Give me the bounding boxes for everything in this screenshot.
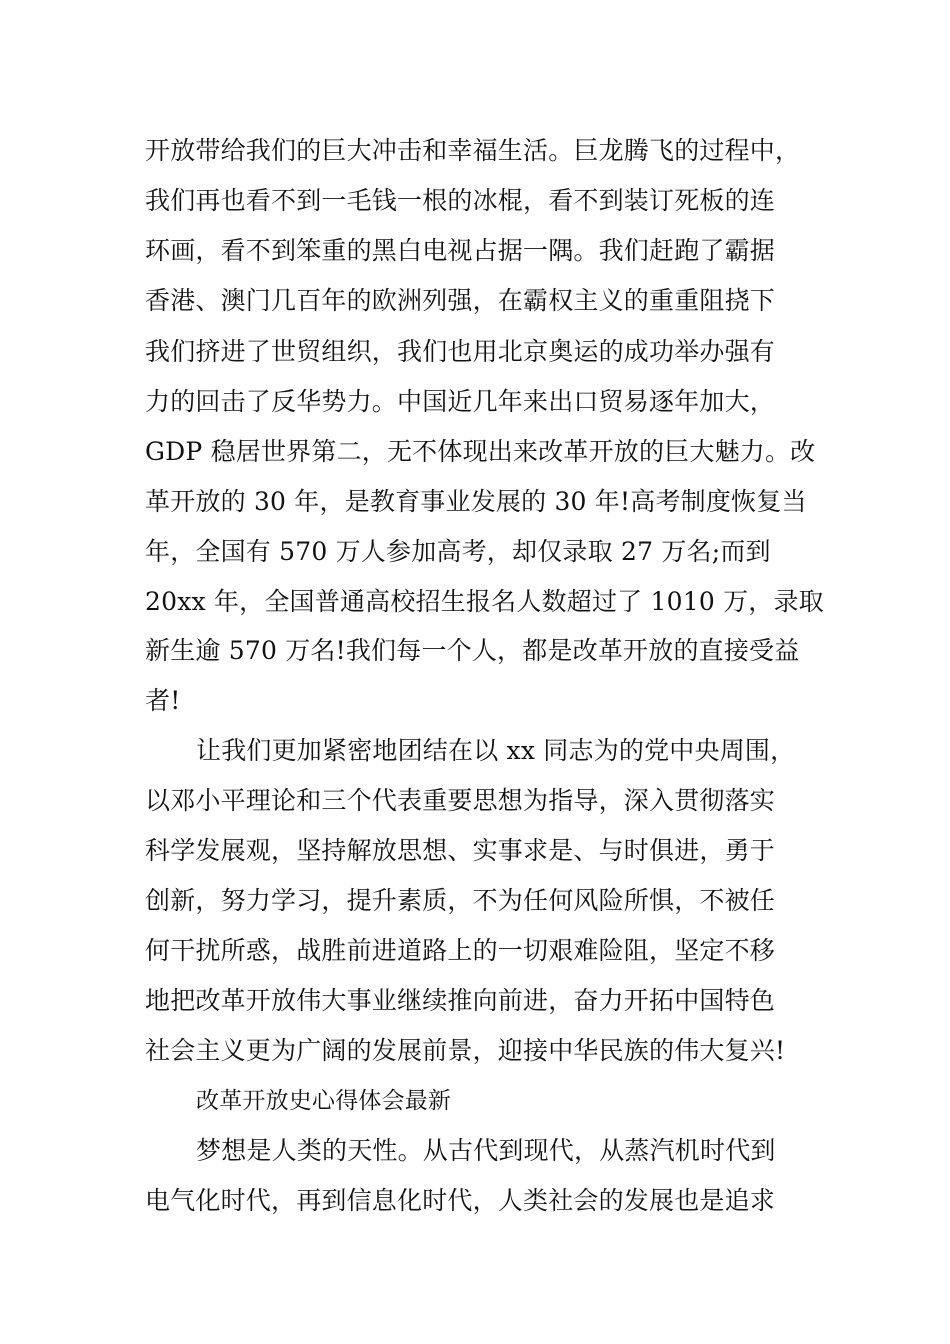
text-line: 梦想是人类的天性。从古代到现代，从蒸汽机时代到 bbox=[196, 1136, 776, 1165]
section-heading: 改革开放史心得体会最新 bbox=[196, 1088, 452, 1114]
text-line: 新生逾 570 万名!我们每一个人，都是改革开放的直接受益 bbox=[145, 636, 800, 665]
text-line: 电气化时代，再到信息化时代，人类社会的发展也是追求 bbox=[145, 1186, 776, 1215]
text-line: 我们再也看不到一毛钱一根的冰棍，看不到装订死板的连 bbox=[145, 186, 776, 215]
text-line: 地把改革开放伟大事业继续推向前进，奋力开拓中国特色 bbox=[145, 986, 776, 1015]
text-line: 者! bbox=[145, 686, 181, 715]
text-line: 20xx 年，全国普通高校招生报名人数超过了 1010 万，录取 bbox=[145, 587, 824, 616]
text-line: 年，全国有 570 万人参加高考，却仅录取 27 万名;而到 bbox=[145, 537, 771, 566]
text-line: 让我们更加紧密地团结在以 xx 同志为的党中央周围， bbox=[196, 736, 796, 765]
text-line: 社会主义更为广阔的发展前景，迎接中华民族的伟大复兴! bbox=[145, 1036, 786, 1065]
text-line: 科学发展观，坚持解放思想、实事求是、与时俱进，勇于 bbox=[145, 836, 776, 865]
text-line: 革开放的 30 年，是教育事业发展的 30 年!高考制度恢复当 bbox=[145, 487, 807, 516]
text-line: GDP 稳居世界第二，无不体现出来改革开放的巨大魅力。改 bbox=[145, 437, 816, 466]
text-line: 我们挤进了世贸组织，我们也用北京奥运的成功举办强有 bbox=[145, 337, 776, 366]
text-line: 以邓小平理论和三个代表重要思想为指导，深入贯彻落实 bbox=[145, 786, 776, 815]
text-line: 创新，努力学习，提升素质，不为任何风险所惧，不被任 bbox=[145, 886, 776, 915]
text-line: 环画，看不到笨重的黑白电视占据一隅。我们赶跑了霸据 bbox=[145, 236, 776, 265]
text-line: 香港、澳门几百年的欧洲列强，在霸权主义的重重阻挠下 bbox=[145, 286, 776, 315]
text-line: 力的回击了反华势力。中国近几年来出口贸易逐年加大， bbox=[145, 387, 776, 416]
text-line: 何干扰所惑，战胜前进道路上的一切艰难险阻，坚定不移 bbox=[145, 936, 776, 965]
text-line: 开放带给我们的巨大冲击和幸福生活。巨龙腾飞的过程中， bbox=[145, 136, 801, 165]
